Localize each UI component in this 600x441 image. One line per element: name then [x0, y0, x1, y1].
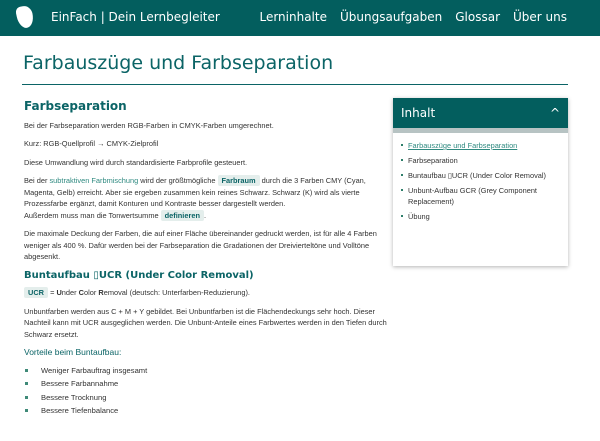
- glossary-tag-definieren[interactable]: definieren: [161, 210, 204, 221]
- link-subtraktive-farbmischung[interactable]: subtraktiven Farbmischung: [49, 176, 139, 185]
- table-of-contents: [393, 98, 568, 266]
- toc-header[interactable]: [393, 98, 568, 133]
- section-heading: Buntaufbau ▯UCR (Under Color Removal): [24, 269, 254, 281]
- paragraph: Bei der subtraktiven Farbmischung wird der größtmögliche Farbraum durch die 3 Farben CMY (Cyan, Magenta, Gelb) erreicht. Aber sie ergeben zusammen kein reines Schwarz. Schwarz (K) wird als vierte Prozessfarbe ergänzt, damit Konturen und Kontraste besser dargestellt werden. Außerdem muss man die Tonwertsumme definieren .: [24, 176, 366, 220]
- toc-item[interactable]: Farbseparation: [401, 155, 560, 166]
- nav-glossar[interactable]: Glossar: [455, 10, 500, 24]
- subheading: Vorteile beim Buntaufbau:: [24, 347, 122, 357]
- toc-item[interactable]: Übung: [401, 211, 560, 222]
- paragraph: Bei der Farbseparation werden RGB-Farben in CMYK-Farben umgerechnet.: [24, 120, 274, 130]
- paragraph: Unbuntfarben werden aus C + M + Y gebildet. Bei Unbuntfarben ist die Flächendeckungs sehr hoch. Dieser Nachteil kann mit UCR ausgeglichen werden. Die Unbunt-Anteile eines Farbwertes werden in den Tiefen durch Schwarz ersetzt.: [24, 306, 387, 339]
- nav-uebungsaufgaben[interactable]: Übungsaufgaben: [339, 10, 443, 24]
- list-item: Bessere Farbannahme: [24, 378, 389, 390]
- title-divider: [22, 84, 568, 85]
- paragraph: Kurz: RGB-Quellprofil → CMYK-Zielprofil: [24, 139, 159, 148]
- main-content: [24, 101, 389, 419]
- list-item: Bessere Tiefenbalance: [24, 405, 389, 417]
- page-title: Farbauszüge und Farbseparation: [23, 52, 334, 74]
- toc-item[interactable]: Farbauszüge und Farbseparation: [401, 140, 560, 151]
- chevron-up-icon[interactable]: ^: [549, 106, 560, 120]
- advantages-list: [24, 365, 389, 417]
- section-heading: Farbseparation: [24, 99, 127, 113]
- paragraph: UCR = Under Color Removal (deutsch: Unterfarben-Reduzierung).: [24, 287, 389, 299]
- toc-item[interactable]: Buntaufbau ▯UCR (Under Color Removal): [401, 170, 560, 181]
- toc-title: Inhalt: [401, 106, 436, 120]
- logo-icon[interactable]: [15, 5, 35, 30]
- paragraph: Die maximale Deckung der Farben, die auf einer Fläche übereinander gedruckt werden, ist für alle 4 Farben weniger als 400 %. Dafür werden bei der Farbseparation die Gradationen der Dreivierteltöne und Volltöne abgesenkt.: [24, 229, 377, 261]
- nav-lerninhalte[interactable]: Lerninhalte: [259, 10, 327, 24]
- top-nav: [0, 0, 600, 36]
- list-item: Weniger Farbauftrag insgesamt: [24, 365, 389, 377]
- glossary-tag-farbraum[interactable]: Farbraum: [218, 175, 260, 186]
- glossary-tag-ucr[interactable]: UCR: [24, 287, 48, 298]
- list-item: Bessere Trocknung: [24, 392, 389, 404]
- nav-ueber-uns[interactable]: Über uns: [513, 10, 567, 24]
- paragraph: Diese Umwandlung wird durch standardisierte Farbprofile gesteuert.: [24, 157, 248, 167]
- toc-item[interactable]: Unbunt-Aufbau GCR (Grey Component Replacement): [401, 185, 560, 207]
- brand-link[interactable]: EinFach | Dein Lernbegleiter: [51, 10, 220, 24]
